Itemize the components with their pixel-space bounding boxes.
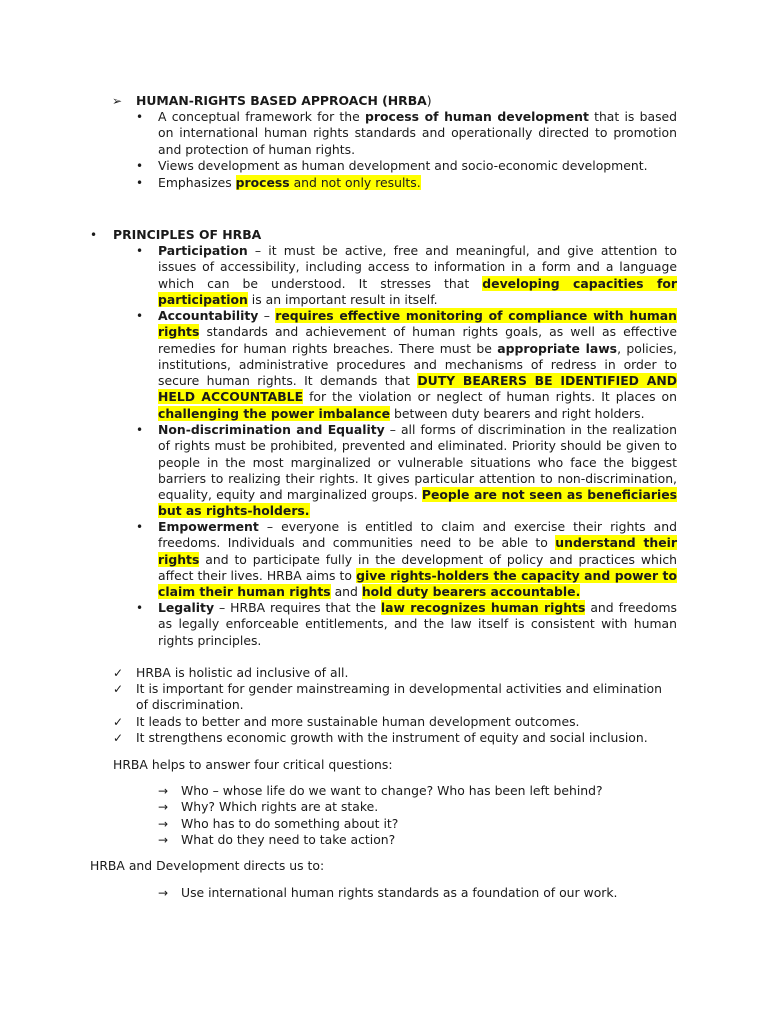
checkmark-icon: ✓ — [113, 682, 124, 696]
section-heading-hrba: HUMAN-RIGHTS BASED APPROACH (HRBA) — [136, 93, 432, 108]
checkmark-icon: ✓ — [113, 666, 124, 680]
arrow-right-icon: → — [158, 833, 169, 847]
directs-item: Use international human rights standards as a foundation of our work. — [181, 885, 618, 900]
question-item: Who – whose life do we want to change? Who has been left behind? — [181, 783, 603, 798]
principle-non-discrimination: Non-discrimination and Equality – all forms of discrimination in the realization of rights must be prohibited, prevented and eliminated. Priority should be given to people in the most marginalized or vulnerable situations who face the biggest barriers to realizing their rights. It gives particular attention to non-discrimination, equality, equity and marginalized groups. People are not seen as beneficiaries but as rights-holders. — [158, 422, 677, 519]
check-item: It is important for gender mainstreaming in developmental activities and elimination of discrimination. — [136, 681, 662, 713]
checkmark-icon: ✓ — [113, 715, 124, 729]
bullet-item-views-development: Views development as human development and socio-economic development. — [158, 158, 648, 173]
bullet-icon: • — [90, 228, 98, 242]
arrow-right-icon: → — [158, 817, 169, 831]
bullet-icon: • — [136, 110, 144, 124]
arrow-right-icon: → — [158, 800, 169, 814]
bullet-icon: • — [136, 423, 144, 437]
question-item: What do they need to take action? — [181, 832, 396, 847]
questions-intro: HRBA helps to answer four critical questions: — [113, 757, 393, 772]
section-heading-principles: PRINCIPLES OF HRBA — [113, 227, 262, 242]
bullet-icon: • — [136, 520, 144, 534]
bullet-icon: • — [136, 309, 144, 323]
question-item: Why? Which rights are at stake. — [181, 799, 379, 814]
bullet-item-conceptual-framework: A conceptual framework for the process of human development that is based on international human rights standards and operationally directed to promotion and protection of human rights. — [158, 109, 678, 157]
bullet-icon: • — [136, 159, 144, 173]
bullet-item-emphasizes-process: Emphasizes process and not only results. — [158, 175, 421, 190]
principle-empowerment: Empowerment – everyone is entitled to claim and exercise their rights and freedoms. Individuals and communities need to be able to understand their rights and to participate fully in the development of policy and practices which affect their lives. HRBA aims to give rights-holders the capacity and power to claim their human rights and hold duty bearers accountable. — [158, 519, 677, 600]
arrow-right-icon: → — [158, 886, 169, 900]
principle-accountability: Accountability – requires effective monitoring of compliance with human rights standards and achievement of human rights goals, as well as effective remedies for human rights breaches. There must be appropriate laws, policies, institutions, administrative procedures and mechanisms of redress in order to secure human rights. It demands that DUTY BEARERS BE IDENTIFIED AND HELD ACCOUNTABLE for the violation or neglect of human rights. It places on challenging the power imbalance between duty bearers and right holders. — [158, 308, 677, 421]
principle-legality: Legality – HRBA requires that the law recognizes human rights and freedoms as legally enforceable entitlements, and the law itself is consistent with human rights principles. — [158, 600, 677, 648]
bullet-icon: • — [136, 176, 144, 190]
checkmark-icon: ✓ — [113, 731, 124, 745]
directs-intro: HRBA and Development directs us to: — [90, 858, 325, 873]
check-item: HRBA is holistic ad inclusive of all. — [136, 665, 349, 680]
arrow-right-icon: → — [158, 784, 169, 798]
check-item: It leads to better and more sustainable human development outcomes. — [136, 714, 580, 729]
principle-participation: Participation – it must be active, free and meaningful, and give attention to issues of accessibility, including access to information in a form and a language which can be understood. It stresses that developing capacities for participation is an important result in itself. — [158, 243, 677, 307]
bullet-icon: • — [136, 244, 144, 258]
check-item: It strengthens economic growth with the instrument of equity and social inclusion. — [136, 730, 648, 745]
question-item: Who has to do something about it? — [181, 816, 399, 831]
arrowhead-bullet-icon: ➢ — [112, 94, 123, 108]
bullet-icon: • — [136, 601, 144, 615]
